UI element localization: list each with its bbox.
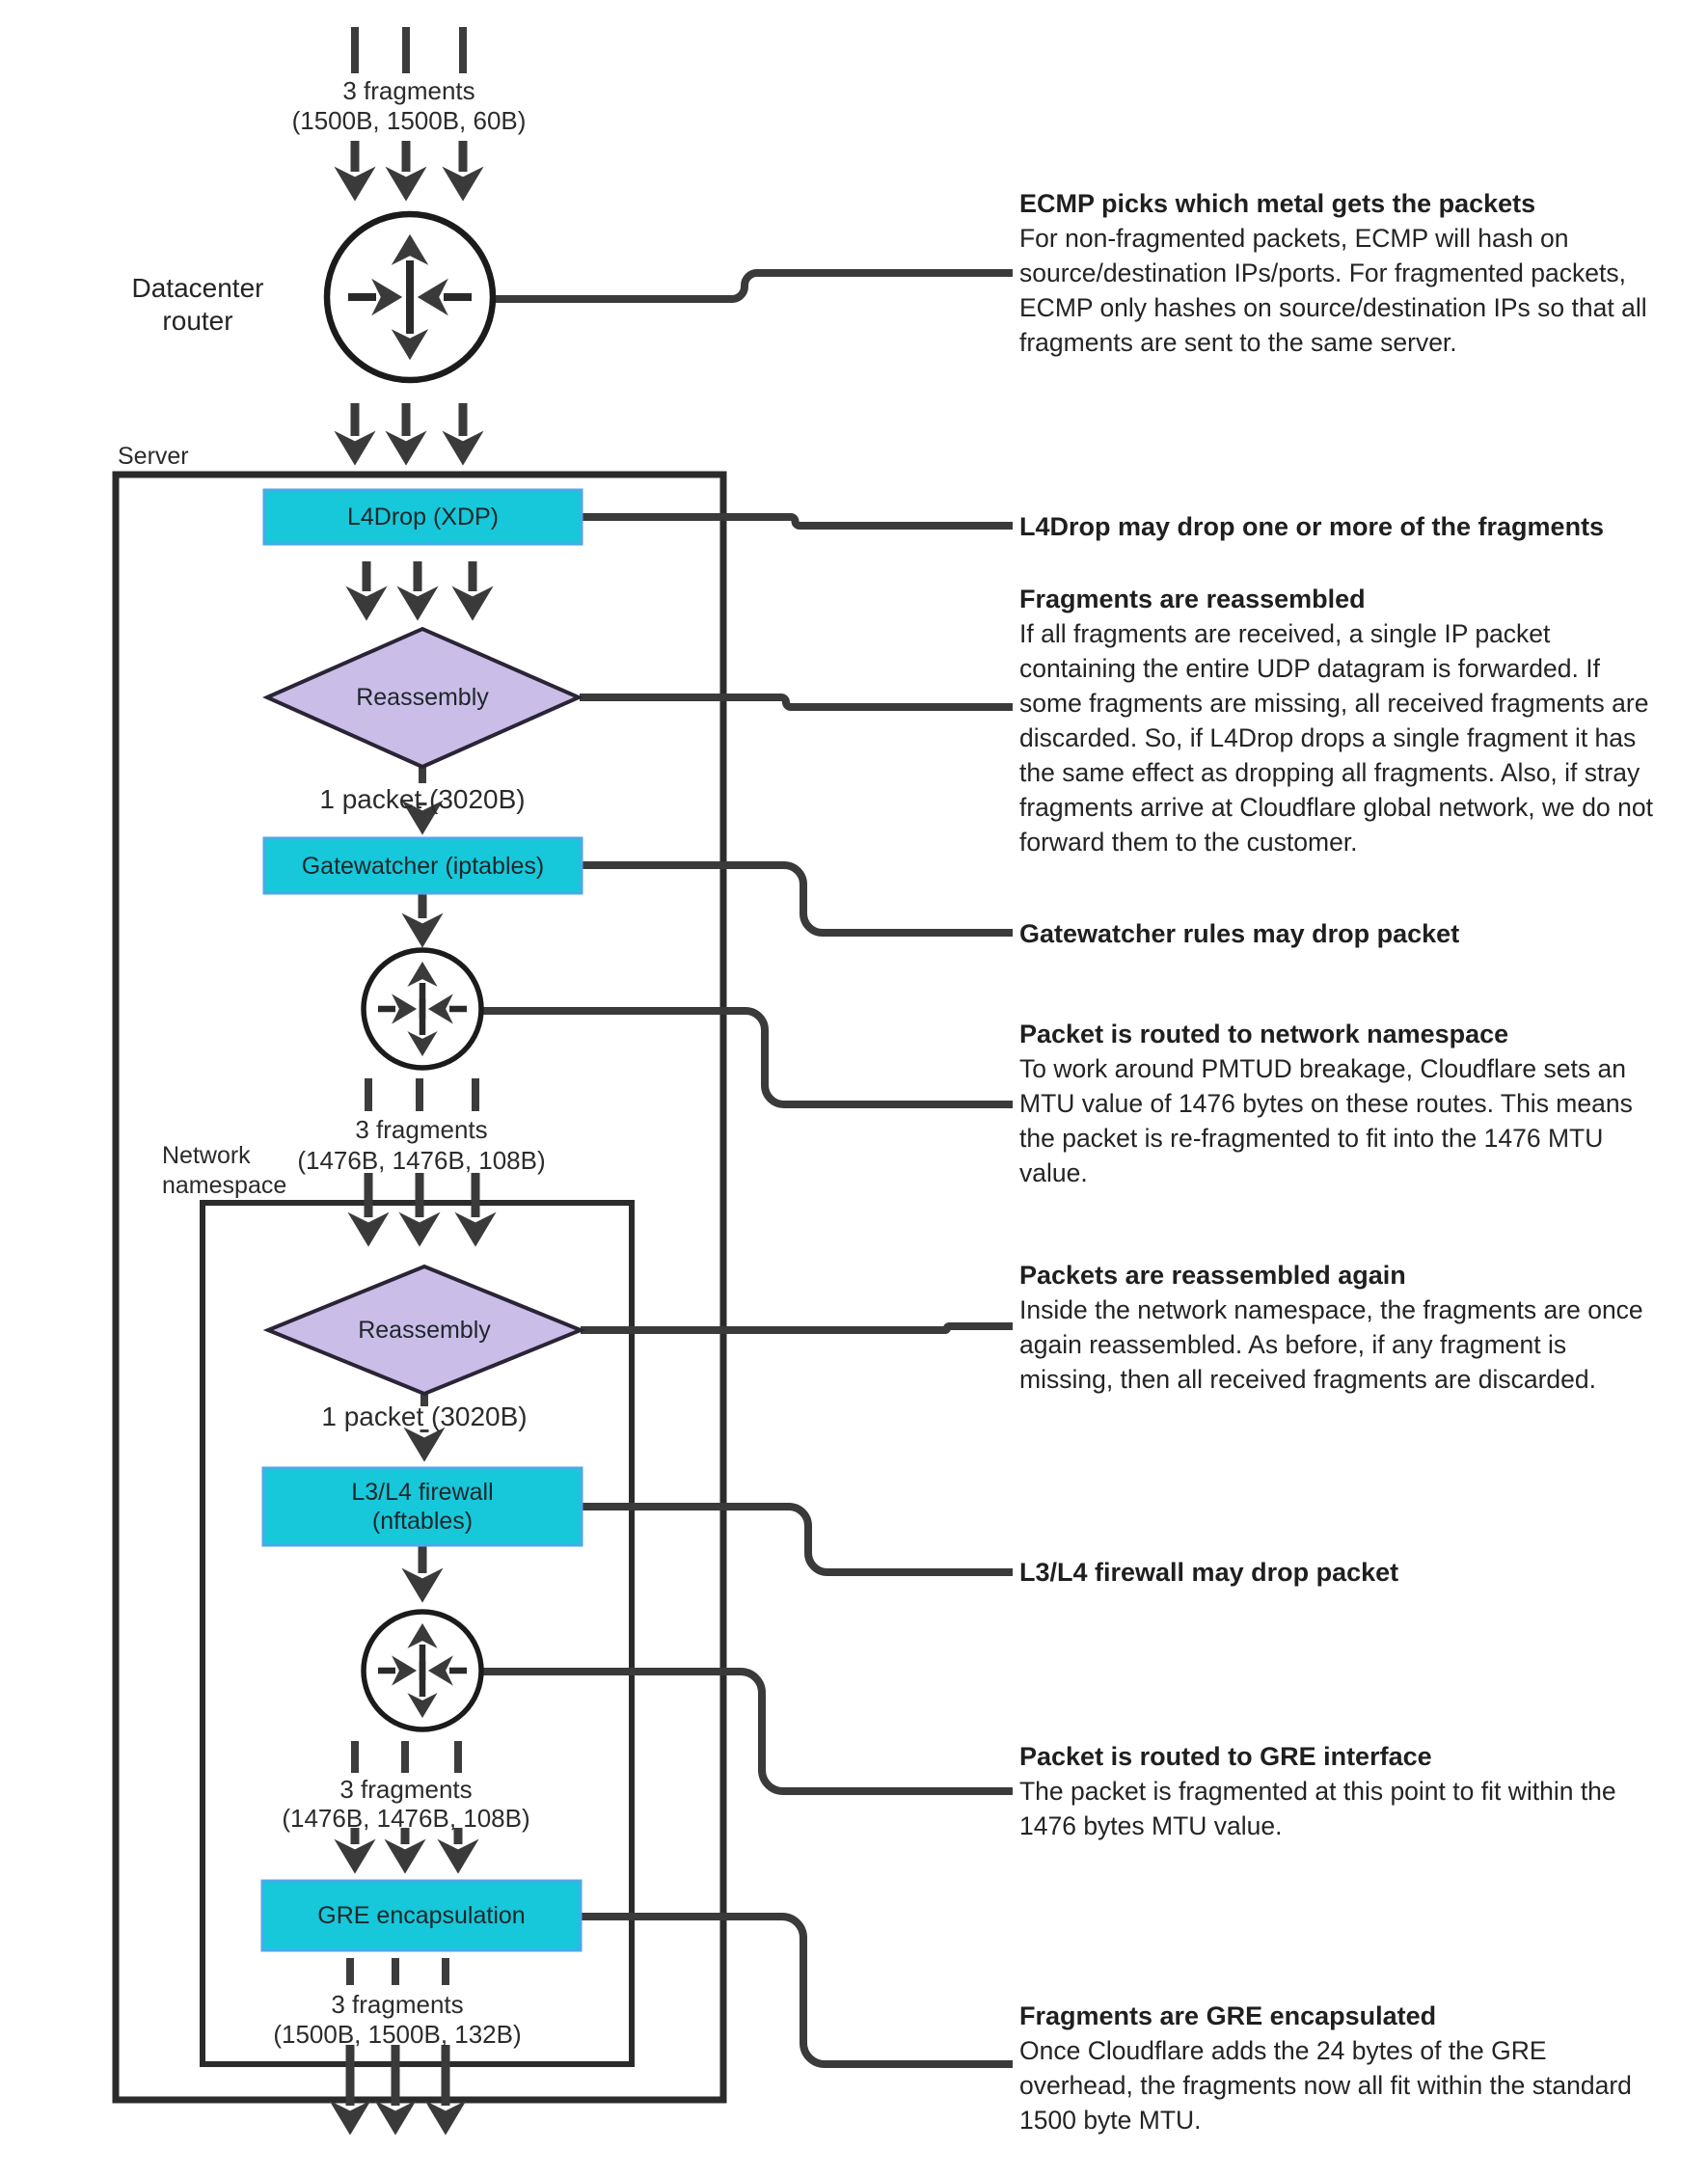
annotation-body: For non-fragmented packets, ECMP will hash on source/destination IPs/ports. For fragmented packets, ECMP only hashes on source/destination IPs so that all fragments are sent to the same server. [1019, 224, 1647, 357]
connector-reassembly2 [581, 1326, 1013, 1330]
packet2-label: 1 packet (3020B) [321, 1401, 528, 1431]
annotation-body: The packet is fragmented at this point to fit within the 1476 bytes MTU value. [1019, 1777, 1616, 1840]
annotation-heading: Packet is routed to network namespace [1019, 1020, 1509, 1048]
top-fragments-sizes-label: (1500B, 1500B, 60B) [291, 106, 527, 135]
annotation-ecmp [1019, 186, 1664, 360]
annotation-reassembly [1019, 582, 1664, 859]
annotation-heading: Fragments are GRE encapsulated [1019, 2001, 1437, 2030]
gatewatcher-label: Gatewatcher (iptables) [301, 852, 545, 880]
annotation-heading: Packets are reassembled again [1019, 1261, 1406, 1290]
connector-gre [581, 1917, 1013, 2064]
fragment-dashes-mid [368, 1078, 475, 1111]
connector-l3l4 [582, 1507, 1013, 1572]
top-fragments-count-label: 3 fragments [342, 76, 475, 105]
annotation-heading: Fragments are reassembled [1019, 585, 1366, 613]
annotation-body: To work around PMTUD breakage, Cloudflare sets an MTU value of 1476 bytes on these routes. This means the packet is re-fragmented to fit into the 1476 MTU value. [1019, 1054, 1633, 1187]
server-label: Server [118, 443, 189, 470]
annotation-body: Once Cloudflare adds the 24 bytes of the GRE overhead, the fragments now all fit within the standard 1500 byte MTU. [1019, 2036, 1632, 2135]
connector-reassembly1 [580, 697, 1013, 707]
annotation-body: Inside the network namespace, the fragments are once again reassembled. As before, if any fragment is missing, then all received fragments are discarded. [1019, 1295, 1643, 1394]
connector-l4drop [582, 517, 1013, 526]
mid-fragments-sizes-label: (1476B, 1476B, 108B) [297, 1146, 546, 1175]
l3l4-label-line1: L3/L4 firewall [351, 1479, 494, 1506]
annotation-heading: Packet is routed to GRE interface [1019, 1742, 1432, 1771]
fragment-dashes-out [350, 1958, 446, 1985]
mid-fragments-count-label: 3 fragments [355, 1115, 488, 1144]
l3l4-firewall-label [263, 1468, 582, 1545]
reassembly2-label: Reassembly [358, 1317, 491, 1344]
network-namespace-label: Network namespace [162, 1142, 287, 1199]
connector-router2 [481, 1011, 1013, 1104]
datacenter-router-label: Datacenter router [131, 273, 264, 336]
route-icon-namespace-in [364, 950, 481, 1068]
route-icon-gre [364, 1612, 481, 1729]
gre-encapsulation-label: GRE encapsulation [317, 1902, 526, 1929]
out-fragments-count-label: 3 fragments [331, 1990, 464, 2019]
datacenter-router-icon [327, 214, 493, 380]
annotation-gre-encapsulated [1019, 1999, 1664, 2137]
annotation-l4drop [1019, 509, 1664, 544]
annotation-heading: ECMP picks which metal gets the packets [1019, 189, 1536, 218]
reassembly1-label: Reassembly [356, 684, 489, 711]
annotation-network-namespace [1019, 1017, 1664, 1190]
fragment-dashes-top [355, 27, 463, 73]
connector-gatewatcher [582, 865, 1013, 933]
gre-in-fragments-count-label: 3 fragments [339, 1775, 473, 1804]
annotation-reassembled-again [1019, 1258, 1664, 1397]
out-fragments-sizes-label: (1500B, 1500B, 132B) [273, 2020, 522, 2049]
packet1-label: 1 packet (3020B) [319, 784, 526, 814]
annotation-heading: Gatewatcher rules may drop packet [1019, 919, 1460, 948]
annotation-gre-interface [1019, 1739, 1664, 1843]
connector-router3 [481, 1672, 1013, 1791]
l4drop-label: L4Drop (XDP) [347, 503, 499, 531]
annotation-body: If all fragments are received, a single IP packet containing the entire UDP datagram is forwarded. If some fragments are missing, all received fragments are discarded. So, if L4Drop drops a single fragment it has the same effect as dropping all fragments. Also, if stray fragments arrive at Cloudflare global network, we do not forward them to the customer. [1019, 619, 1653, 857]
annotation-heading: L3/L4 firewall may drop packet [1019, 1558, 1399, 1587]
connector-ecmp [495, 273, 1013, 299]
gre-in-fragments-sizes-label: (1476B, 1476B, 108B) [282, 1804, 530, 1833]
annotation-heading: L4Drop may drop one or more of the fragments [1019, 512, 1605, 541]
annotation-l3l4 [1019, 1555, 1664, 1590]
fragment-dashes-gre-in [355, 1741, 458, 1773]
l3l4-label-line2: (nftables) [371, 1508, 474, 1535]
annotation-gatewatcher [1019, 916, 1664, 951]
